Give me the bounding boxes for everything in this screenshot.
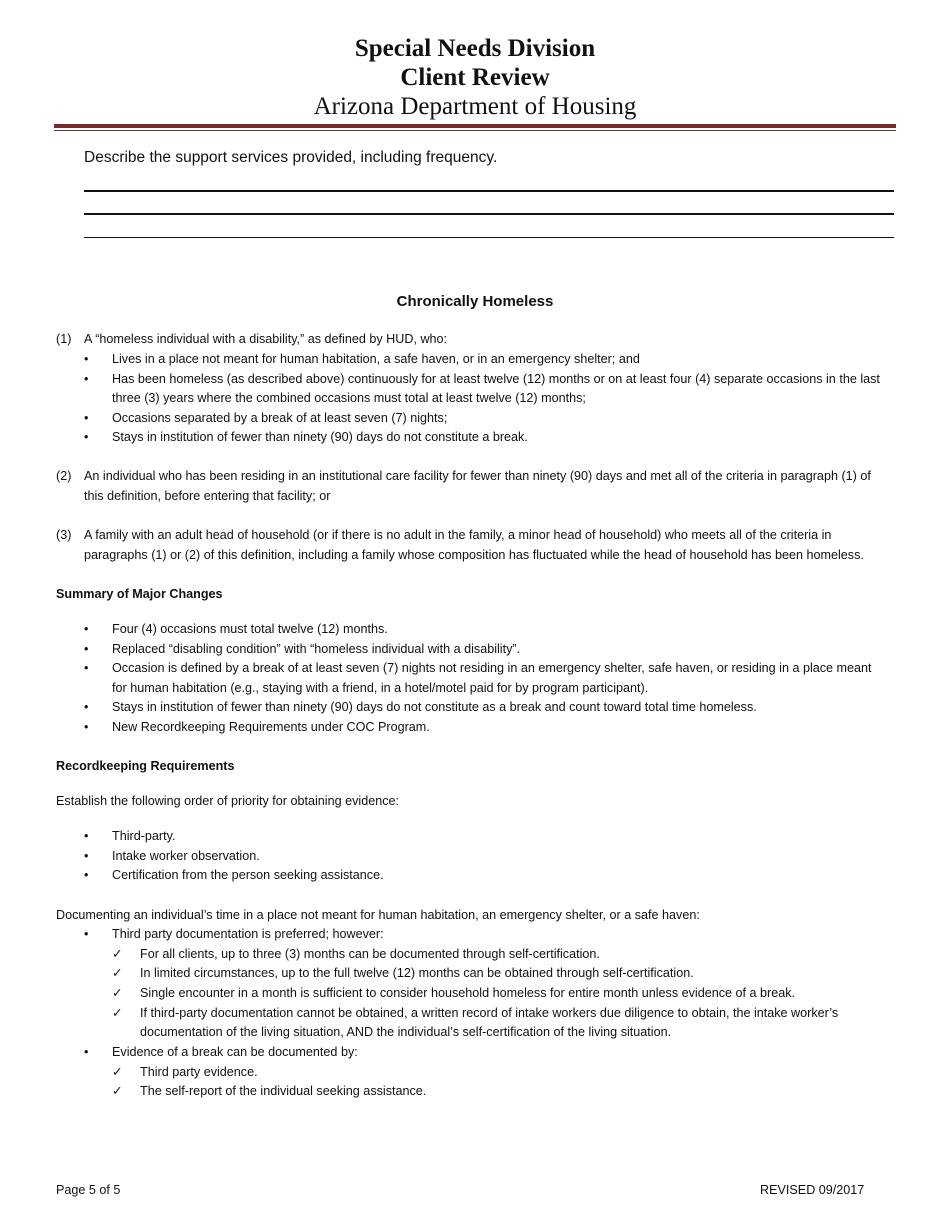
check-icon: ✓ <box>112 1006 123 1020</box>
summary-item-5: New Recordkeeping Requirements under COC Program. <box>112 720 430 734</box>
break-check-2: The self-report of the individual seeking assistance. <box>140 1084 427 1098</box>
def1-bullet-1: Lives in a place not meant for human habitation, a safe haven, or in an emergency shelter; and <box>112 352 640 366</box>
bullet: • <box>84 352 89 366</box>
header-title-division: Special Needs Division <box>354 35 596 62</box>
priority-item-1: Third-party. <box>112 829 176 843</box>
def1-text: A “homeless individual with a disability,” as defined by HUD, who: <box>84 332 448 346</box>
check-icon: ✓ <box>112 966 123 980</box>
third-party-check-4-cont: documentation of the living situation, AND the individual’s self-certification of the living situation. <box>140 1025 672 1039</box>
bullet: • <box>84 1045 89 1059</box>
check-icon: ✓ <box>112 1065 123 1079</box>
third-party-check-2: In limited circumstances, up to the full twelve (12) months can be obtained through self-certification. <box>140 966 694 980</box>
bullet: • <box>84 411 89 425</box>
def3-line-2: paragraphs (1) or (2) of this definition, including a family whose composition has fluctuated while the head of household has been homeless. <box>84 548 864 562</box>
bullet: • <box>84 622 89 636</box>
support-services-prompt: Describe the support services provided, including frequency. <box>84 149 498 166</box>
break-label: Evidence of a break can be documented by: <box>112 1045 358 1059</box>
summary-item-3-cont: for human habitation (e.g., staying with a friend, in a hotel/motel paid for by program participant). <box>112 681 649 695</box>
break-check-1: Third party evidence. <box>140 1065 258 1079</box>
bullet: • <box>84 700 89 714</box>
def1-bullet-2-cont: three (3) years where the combined occasions must total at least twelve (12) months; <box>112 391 586 405</box>
priority-item-2: Intake worker observation. <box>112 849 260 863</box>
summary-item-4: Stays in institution of fewer than ninety (90) days do not constitute as a break and count toward total time homeless. <box>112 700 757 714</box>
revision-date: REVISED 09/2017 <box>760 1183 865 1197</box>
bullet: • <box>84 868 89 882</box>
recordkeeping-intro: Establish the following order of priority for obtaining evidence: <box>56 794 400 808</box>
answer-line-2[interactable] <box>84 213 894 215</box>
summary-heading: Summary of Major Changes <box>56 587 223 601</box>
answer-line-3[interactable] <box>84 237 894 238</box>
def1-bullet-2: Has been homeless (as described above) continuously for at least twelve (12) months or on at least four (4) separate occasions in the last <box>112 372 880 386</box>
bullet: • <box>84 720 89 734</box>
bullet: • <box>84 849 89 863</box>
header-title-department: Arizona Department of Housing <box>313 93 637 120</box>
priority-item-3: Certification from the person seeking assistance. <box>112 868 384 882</box>
bullet: • <box>84 430 89 444</box>
third-party-label: Third party documentation is preferred; however: <box>112 927 384 941</box>
check-icon: ✓ <box>112 947 123 961</box>
documenting-intro: Documenting an individual’s time in a place not meant for human habitation, an emergency shelter, or a safe haven: <box>56 908 700 922</box>
bullet: • <box>84 661 89 675</box>
document-header <box>0 34 950 121</box>
check-icon: ✓ <box>112 986 123 1000</box>
def3-number: (3) <box>56 528 72 542</box>
def1-bullet-3: Occasions separated by a break of at least seven (7) nights; <box>112 411 448 425</box>
bullet: • <box>84 829 89 843</box>
def2-line-2: this definition, before entering that facility; or <box>84 489 331 503</box>
recordkeeping-heading: Recordkeeping Requirements <box>56 759 235 773</box>
check-icon: ✓ <box>112 1084 123 1098</box>
section-title: Chronically Homeless <box>396 293 554 310</box>
third-party-check-3: Single encounter in a month is sufficient to consider household homeless for entire month unless evidence of a break. <box>140 986 796 1000</box>
summary-item-2: Replaced “disabling condition” with “homeless individual with a disability”. <box>112 642 521 656</box>
def1-bullet-4: Stays in institution of fewer than ninety (90) days do not constitute a break. <box>112 430 528 444</box>
def2-line-1: An individual who has been residing in an institutional care facility for fewer than ninety (90) days and met all of the criteria in paragraph (1) of <box>84 469 871 483</box>
third-party-check-4: If third-party documentation cannot be obtained, a written record of intake workers due diligence to obtain, the intake worker’s <box>140 1006 839 1020</box>
header-title-review: Client Review <box>400 64 550 91</box>
def1-number: (1) <box>56 332 72 346</box>
bullet: • <box>84 927 89 941</box>
bullet: • <box>84 372 89 386</box>
summary-item-3: Occasion is defined by a break of at least seven (7) nights not residing in an emergency shelter, safe haven, or residing in a place meant <box>112 661 872 675</box>
header-divider-thin <box>54 130 896 131</box>
third-party-check-1: For all clients, up to three (3) months can be documented through self-certification. <box>140 947 600 961</box>
page-number: Page 5 of 5 <box>56 1183 121 1197</box>
def2-number: (2) <box>56 469 72 483</box>
def3-line-1: A family with an adult head of household (or if there is no adult in the family, a minor head of household) who meets all of the criteria in <box>84 528 832 542</box>
bullet: • <box>84 642 89 656</box>
summary-item-1: Four (4) occasions must total twelve (12) months. <box>112 622 388 636</box>
header-divider-thick <box>54 124 896 128</box>
answer-line-1[interactable] <box>84 190 894 192</box>
